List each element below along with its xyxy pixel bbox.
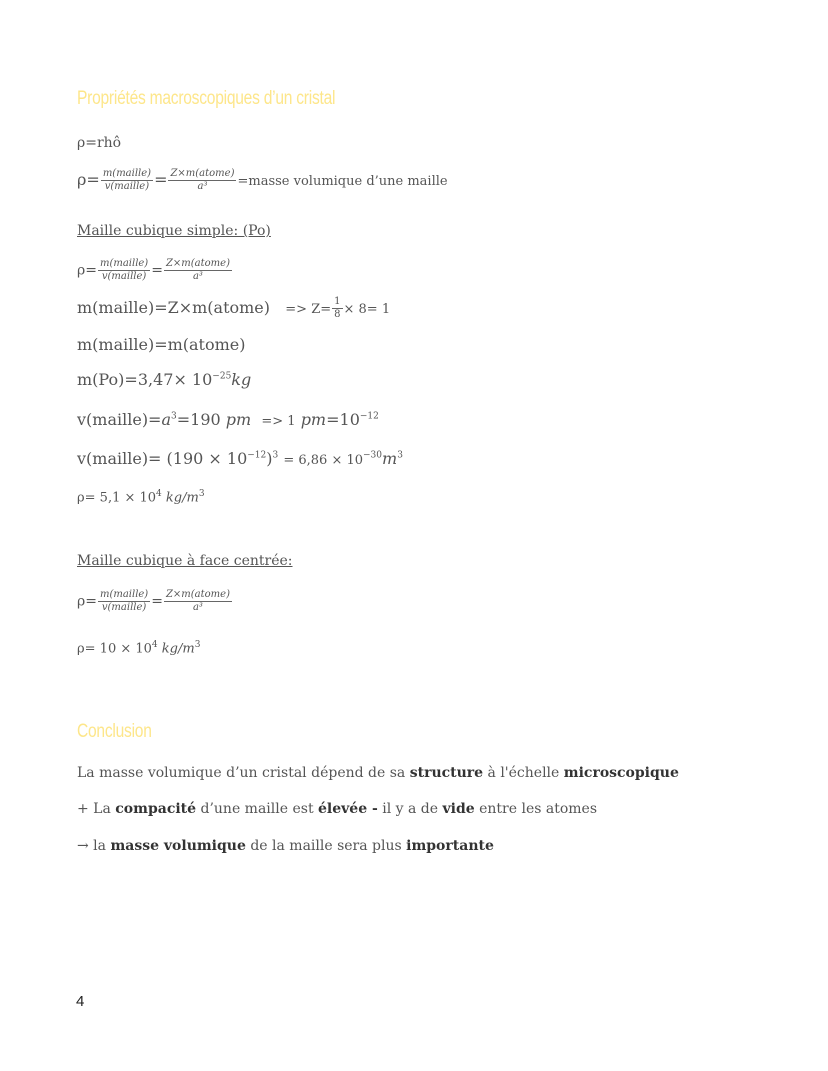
fraction-m-over-v: $\frac{\text{m(maille)}}{\text{v(maille)}}$: [102, 168, 152, 192]
line-mass-po: $m(Po)=3,47\times 10^{-25}kg$: [77, 370, 252, 389]
section-title-macroscopic: Propriétés macroscopiques d’un cristal: [77, 88, 336, 109]
subtitle-cubique-simple: Maille cubique simple: (Po): [77, 223, 271, 239]
page-number: 4: [76, 993, 85, 1010]
rho-result-simple: $\rho= 5,1 \times 10^4$ $kg/m^3$: [77, 489, 205, 506]
rho-result-fcc: $\rho= 10 \times 10^4$ $kg/m^3$: [77, 640, 201, 657]
rho-definition: ρ=rhô: [77, 135, 122, 151]
conclusion-line-3: → la masse volumique de la maille sera plus importante: [77, 838, 494, 854]
subtitle-cubique-face-centree: Maille cubique à face centrée:: [77, 553, 293, 569]
line-mass-z: m(maille)=Z×m(atome) => Z= $\frac{1}{8}$ × 8= 1: [77, 296, 391, 320]
rho-formula-simple: ρ= $\frac{\text{m(maille)}}{\text{v(maille)}}$ = $\frac{\text{Z×m(atome)}}{\text{a³}}$: [77, 258, 230, 282]
line-mass-equal: m(maille)=m(atome): [77, 335, 246, 354]
rho-formula-general: ρ= $\frac{\text{m(maille)}}{\text{v(maille)}}$ = $\frac{\text{Z×m(atome)}}{\text{a³}}$ =masse volumique d’une maille: [77, 168, 448, 192]
line-volume-2: v(maille)= $(190 \times 10^{-12})^3 = 6,86 \times 10^{-30}m^3$: [77, 449, 403, 468]
rho-formula-fcc: ρ= $\frac{\text{m(maille)}}{\text{v(maille)}}$ = $\frac{\text{Z×m(atome)}}{\text{a³}}$: [77, 589, 230, 613]
conclusion-line-1: La masse volumique d’un cristal dépend de sa structure à l'échelle microscopique: [77, 765, 679, 781]
fraction-zm-over-a3: $\frac{\text{Z×m(atome)}}{\text{a³}}$: [170, 168, 235, 192]
section-title-conclusion: Conclusion: [77, 721, 152, 742]
line-volume-1: $v(maille)=a^3=190$ pm => 1 $pm=10^{-12}$: [77, 410, 379, 429]
conclusion-line-2: + La compacité d’une maille est élevée - il y a de vide entre les atomes: [77, 801, 598, 817]
